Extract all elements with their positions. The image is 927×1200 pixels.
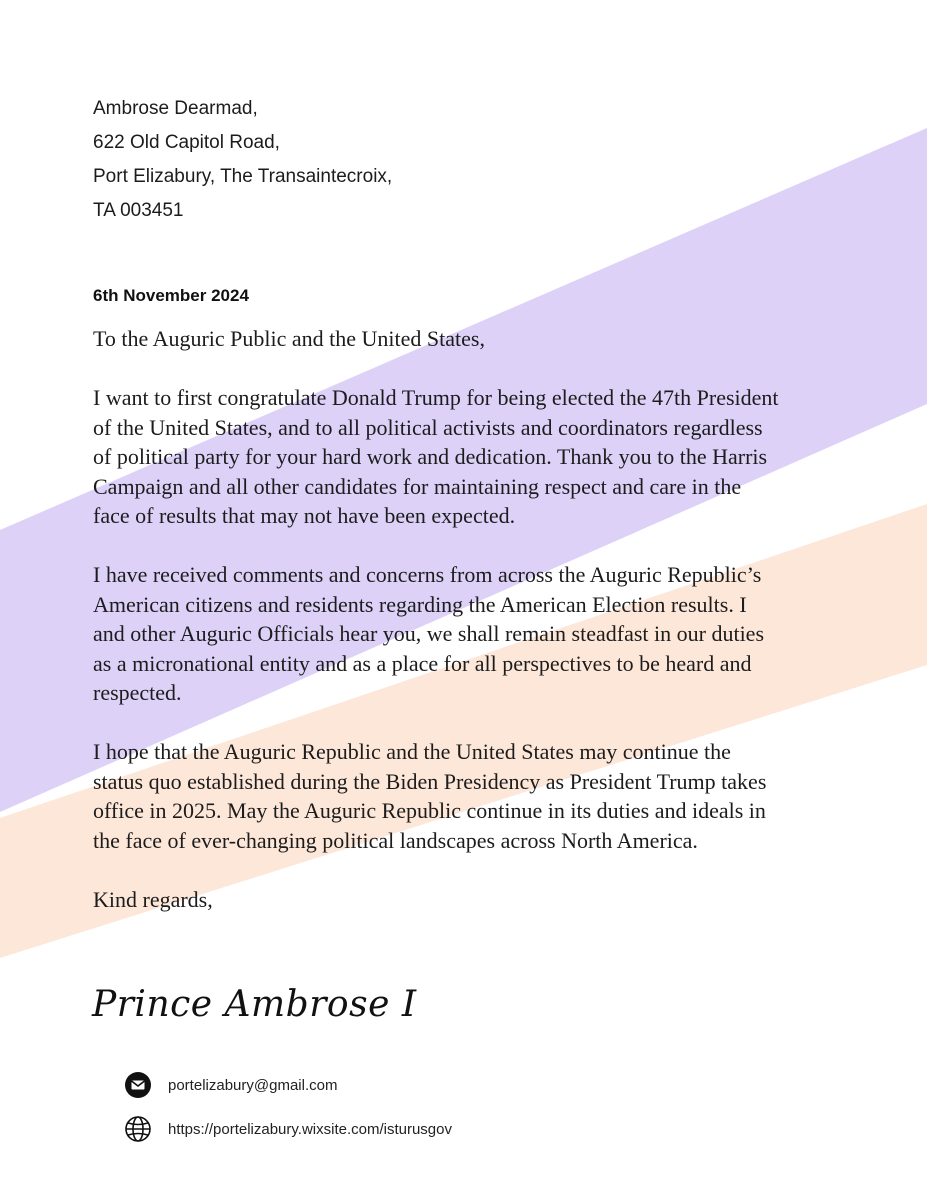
- paragraph: I want to first congratulate Donald Trump for being elected the 47th President of the United States, and to all political activists and coordinators regardless of political party for your hard work and dedication. Thank you to the Harris Campaign and all other candidates for maintaining respect and care in the face of results that may not have been expected.: [93, 385, 779, 528]
- address-line: Port Elizabury, The Transaintecroix,: [93, 166, 393, 187]
- letter-date: 6th November 2024: [93, 286, 249, 305]
- contact-email-row[interactable]: [124, 1071, 337, 1099]
- contact-email[interactable]: portelizabury@gmail.com: [168, 1076, 338, 1094]
- salutation: To the Auguric Public and the United States,: [93, 326, 485, 351]
- paragraph: I have received comments and concerns from across the Auguric Republic’s American citizens and residents regarding the American Election results. I and other Auguric Officials hear you, we shall remain steadfast in our duties as a micronational entity and as a place for all perspectives to be heard and respected.: [93, 562, 765, 705]
- contact-website-row[interactable]: [124, 1115, 452, 1143]
- sender-address: [93, 92, 392, 228]
- letter-body: [93, 324, 783, 944]
- paragraph: I hope that the Auguric Republic and the United States may continue the status quo established during the Biden Presidency as President Trump takes office in 2025. May the Auguric Republic continue in its duties and ideals in the face of ever-changing political landscapes across North America.: [93, 739, 767, 853]
- address-line: Ambrose Dearmad,: [93, 98, 258, 119]
- address-line: TA 003451: [93, 200, 184, 221]
- closing: Kind regards,: [93, 886, 213, 912]
- contact-website[interactable]: https://portelizabury.wixsite.com/isturusgov: [168, 1120, 452, 1138]
- address-line: 622 Old Capitol Road,: [93, 132, 280, 153]
- mail-icon: [124, 1071, 152, 1099]
- signature: Prince Ambrose I: [92, 984, 417, 1025]
- globe-icon: [124, 1115, 152, 1143]
